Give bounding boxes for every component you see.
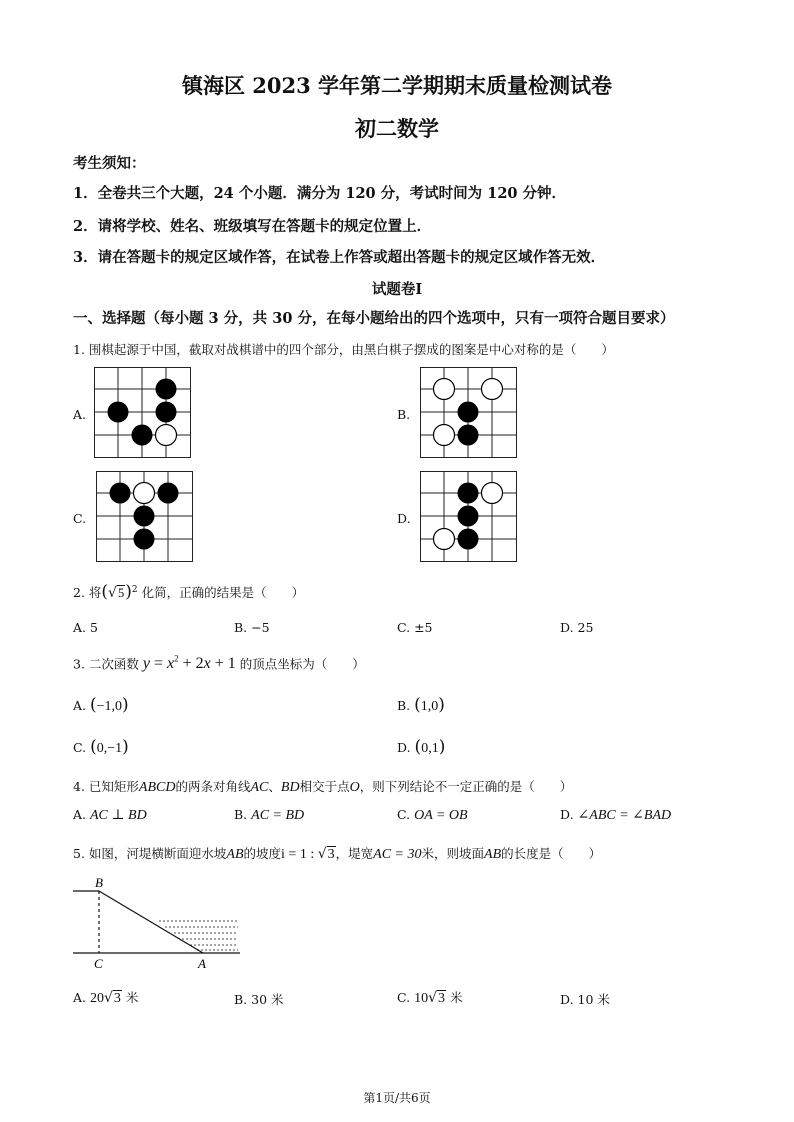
q3-option-b: B. (1,0) xyxy=(397,695,445,715)
option-value: ∠ABC = ∠BAD xyxy=(577,808,672,823)
option-value: 0,1 xyxy=(421,741,439,756)
q3-exp: 2 xyxy=(174,654,179,664)
q4-diag-2: BD xyxy=(280,780,300,795)
q4-text: 相交于点 xyxy=(299,779,350,794)
q1-figure-c xyxy=(96,471,194,563)
q1-stem: 1. 围棋起源于中国，截取对战棋谱中的四个部分，由黑白棋子摆成的图案是中心对称的是（ ） xyxy=(73,342,614,357)
black-stone xyxy=(458,402,479,423)
q2-option-b: B. −5 xyxy=(234,620,270,635)
option-value: 1,0 xyxy=(420,699,439,714)
q2-suffix: 化简，正确的结果是（ ） xyxy=(141,585,305,600)
option-value: OA = OB xyxy=(414,808,468,823)
option-coef: 10 xyxy=(414,991,429,1006)
q5-embankment-figure xyxy=(70,875,240,975)
black-stone xyxy=(458,425,479,446)
q4-option-d xyxy=(560,807,671,824)
q5-ab: AB xyxy=(484,847,502,862)
option-unit: 米 xyxy=(449,990,463,1005)
option-label: D. xyxy=(560,807,574,822)
option-radicand: 3 xyxy=(438,991,445,1006)
option-label: A. xyxy=(73,698,87,713)
volume-label: 试题卷Ⅰ xyxy=(371,281,423,298)
q1-figure-b xyxy=(420,367,518,459)
q5-text: 的长度是（ ） xyxy=(501,846,602,861)
option-coef: 20 xyxy=(90,991,104,1006)
q1-label-b: B. xyxy=(397,407,411,422)
q3-option-c: C. (0,−1) xyxy=(73,737,129,757)
q1-figure-d xyxy=(420,471,518,563)
option-value: AC ⊥ BD xyxy=(90,808,147,823)
q3-x1: x xyxy=(167,655,175,673)
q1-label-a: A. xyxy=(73,407,87,422)
option-value: 10 米 xyxy=(577,992,610,1007)
q4-text: 4. 已知矩形 xyxy=(73,779,139,794)
black-stone xyxy=(134,529,155,550)
page-footer: 第1页/共6页 xyxy=(363,1091,431,1105)
option-label: D. xyxy=(397,740,411,755)
white-stone xyxy=(134,483,155,504)
notice-heading: 考生须知： xyxy=(73,155,146,172)
option-label: D. xyxy=(560,992,574,1007)
label-c: C xyxy=(94,956,103,971)
option-unit: 米 xyxy=(125,990,139,1005)
slope-ab xyxy=(99,891,203,953)
q5-ac: AC = 30 xyxy=(373,847,422,862)
q4-stem xyxy=(73,777,572,796)
q3-eq: = xyxy=(150,655,168,673)
q2-stem: 2. 将$(√5)^2$ 化简，正确的结果是（ ） xyxy=(73,582,305,602)
q3-option-a: A. (−1,0) xyxy=(73,695,129,715)
black-stone xyxy=(134,506,155,527)
q5-slope-radicand: 3 xyxy=(327,847,335,862)
q5-text: ，堤宽 xyxy=(335,846,374,861)
q3-suffix: 的顶点坐标为（ ） xyxy=(239,656,365,672)
q2-radicand: 5 xyxy=(117,586,125,600)
q2-option-d: D. 25 xyxy=(560,620,594,635)
q4-text: 的两条对角线 xyxy=(175,779,251,794)
q4-option-a xyxy=(73,807,147,824)
q2-prefix: 2. 将 xyxy=(73,585,102,600)
black-stone xyxy=(156,402,177,423)
q5-slope: i = 1 : xyxy=(281,847,318,862)
black-stone xyxy=(158,483,179,504)
option-label: C. xyxy=(397,807,411,822)
q5-text: 的坡度 xyxy=(243,846,282,861)
black-stone xyxy=(110,483,131,504)
q3-y: y xyxy=(142,655,150,673)
q5-option-c: C. 10√3 米 xyxy=(397,990,463,1006)
q2-option-c: C. ±5 xyxy=(397,620,433,635)
option-label: A. xyxy=(73,990,87,1005)
white-stone xyxy=(156,425,177,446)
option-label: C. xyxy=(397,990,411,1005)
q3-rest-a: + 2 xyxy=(178,655,204,673)
q4-text: ，则下列结论不一定正确的是（ ） xyxy=(359,779,573,794)
notice-item-1: 1．全卷共三个大题，24 个小题．满分为 120 分，考试时间为 120 分钟． xyxy=(73,185,567,202)
q4-point-o: O xyxy=(349,780,360,795)
q1-label-c: C. xyxy=(73,511,87,526)
q5-ab: AB xyxy=(226,847,244,862)
option-label: C. xyxy=(73,740,87,755)
option-label: A. xyxy=(73,807,87,822)
exam-subtitle: 初二数学 xyxy=(355,116,439,141)
notice-item-3: 3．请在答题卡的规定区域作答，在试卷上作答或超出答题卡的规定区域作答无效． xyxy=(73,249,606,266)
black-stone xyxy=(458,506,479,527)
section-1-heading: 一、选择题（每小题 3 分，共 30 分，在每小题给出的四个选项中，只有一项符合题目要求） xyxy=(73,310,675,327)
notice-item-2: 2．请将学校、姓名、班级填写在答题卡的规定位置上． xyxy=(73,218,432,235)
black-stone xyxy=(132,425,153,446)
q4-text: 、 xyxy=(268,779,281,794)
option-value: −1,0 xyxy=(96,699,123,714)
q5-option-b xyxy=(234,990,284,1008)
option-value: AC = BD xyxy=(251,808,305,823)
q2-option-a: A. 5 xyxy=(73,620,98,635)
q5-stem: 5. 如图，河堤横断面迎水坡AB的坡度i = 1 : √3，堤宽AC = 30米，则坡面AB的长度是（ ） xyxy=(73,846,602,862)
q5-option-a: A. 20√3 米 xyxy=(73,990,139,1006)
white-stone xyxy=(434,425,455,446)
q2-exponent: 2 xyxy=(131,584,138,595)
q4-rect: ABCD xyxy=(138,780,176,795)
exam-title: 镇海区 2023 学年第二学期期末质量检测试卷 xyxy=(181,73,613,98)
option-label: B. xyxy=(397,698,411,713)
black-stone xyxy=(156,379,177,400)
q5-text: 5. 如图，河堤横断面迎水坡 xyxy=(73,846,227,861)
q1-label-d: D. xyxy=(397,511,411,526)
option-label: B. xyxy=(234,992,248,1007)
q5-text: 米，则坡面 xyxy=(421,846,485,861)
black-stone xyxy=(458,529,479,550)
q5-option-d xyxy=(560,990,610,1008)
water-hatching xyxy=(159,921,238,950)
q4-option-c xyxy=(397,807,468,824)
q3-stem xyxy=(73,654,365,673)
option-value: 0,−1 xyxy=(96,741,123,756)
white-stone xyxy=(482,379,503,400)
white-stone xyxy=(482,483,503,504)
q3-rest-b: + 1 xyxy=(210,655,236,673)
option-radicand: 3 xyxy=(113,991,121,1006)
q4-diag-1: AC xyxy=(250,780,269,795)
q3-prefix: 3. 二次函数 xyxy=(73,656,139,672)
q1-figure-a xyxy=(94,367,192,459)
q4-option-b xyxy=(234,807,304,824)
white-stone xyxy=(434,379,455,400)
option-label: B. xyxy=(234,807,248,822)
black-stone xyxy=(108,402,129,423)
q3-x2: x xyxy=(203,655,211,673)
label-b: B xyxy=(95,875,103,890)
q3-option-d: D. (0,1) xyxy=(397,737,446,757)
option-value: 30 米 xyxy=(251,992,284,1007)
white-stone xyxy=(434,529,455,550)
label-a: A xyxy=(198,956,206,971)
black-stone xyxy=(458,483,479,504)
